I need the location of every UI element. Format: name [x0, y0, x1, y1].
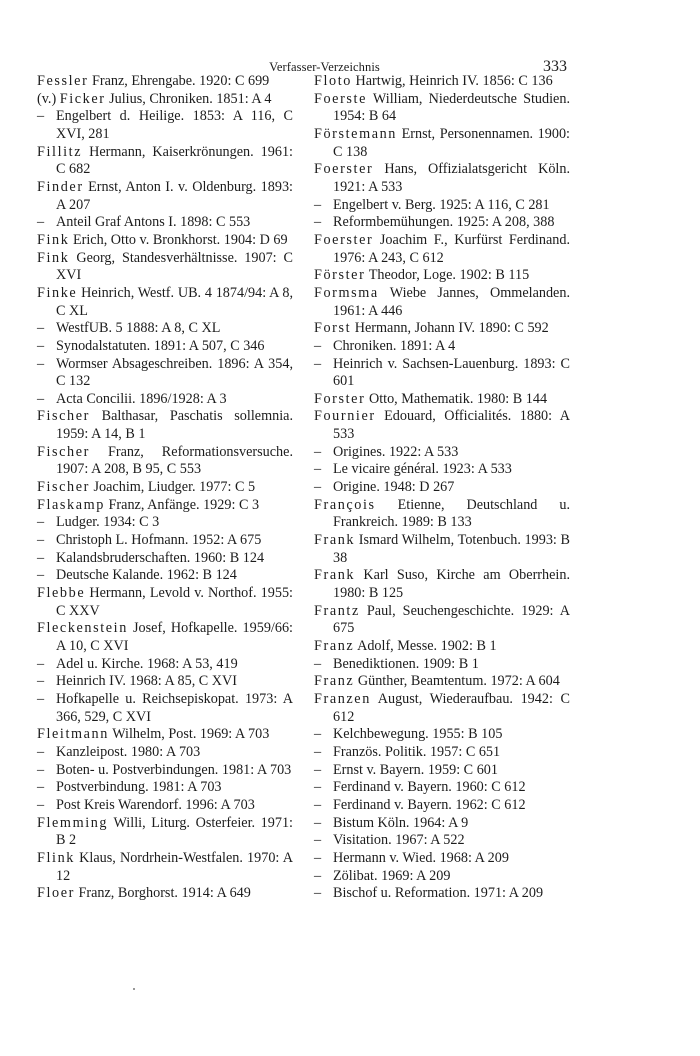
subentry-text: Heinrich v. Sachsen-Lauenburg. 1893: C 601 — [333, 355, 570, 390]
index-entry — [314, 691, 570, 726]
entry-details: Karl Suso, Kirche am Oberrhein. 1980: B 125 — [333, 567, 570, 602]
subentry-text: Boten- u. Postverbindungen. 1981: A 703 — [56, 761, 292, 778]
entry-surname: Fleckenstein — [37, 620, 128, 637]
entry-details: Ernst, Personennamen. 1900: C 138 — [333, 125, 570, 160]
entry-details: Ernst, Anton I. v. Oldenburg. 1893: A 207 — [56, 178, 293, 213]
index-entry — [37, 250, 293, 285]
subentry-dash: – — [314, 832, 322, 849]
index-subentry — [37, 320, 293, 338]
subentry-dash: – — [37, 108, 45, 125]
index-entry — [37, 444, 293, 479]
subentry-text: Acta Concilii. 1896/1928: A 3 — [56, 390, 227, 407]
entry-surname: Foerster — [314, 161, 374, 178]
entry-details: Hermann, Johann IV. 1890: C 592 — [351, 320, 549, 337]
index-subentry — [314, 779, 570, 797]
subentry-dash: – — [37, 390, 45, 407]
index-subentry — [37, 673, 293, 691]
page-number: 333 — [543, 58, 567, 75]
index-entry — [37, 726, 293, 744]
index-entry — [37, 232, 293, 250]
subentry-dash: – — [37, 214, 45, 231]
index-subentry — [37, 514, 293, 532]
index-subentry — [37, 338, 293, 356]
index-entry — [314, 267, 570, 285]
subentry-text: Bistum Köln. 1964: A 9 — [333, 814, 469, 831]
subentry-text: Hofkapelle u. Reichsepiskopat. 1973: A 366, 529, C XVI — [56, 690, 293, 725]
subentry-dash: – — [37, 690, 45, 707]
entry-surname: Fillitz — [37, 143, 83, 160]
entry-surname: Flaskamp — [37, 496, 105, 513]
subentry-dash: – — [314, 779, 322, 796]
index-subentry — [314, 197, 570, 215]
subentry-dash: – — [314, 443, 322, 460]
entry-details: Erich, Otto v. Bronkhorst. 1904: D 69 — [69, 231, 288, 248]
index-subentry — [314, 868, 570, 886]
index-subentry — [37, 391, 293, 409]
entry-details: Edouard, Officialités. 1880: A 533 — [333, 408, 570, 443]
index-entry — [314, 638, 570, 656]
subentry-text: Le vicaire général. 1923: A 533 — [333, 461, 512, 478]
index-entry — [37, 620, 293, 655]
index-subentry — [37, 656, 293, 674]
index-entry — [37, 585, 293, 620]
index-subentry — [314, 744, 570, 762]
subentry-dash: – — [37, 655, 45, 672]
entry-surname: Fischer — [37, 408, 90, 425]
entry-surname: Floto — [314, 73, 352, 89]
index-entry — [314, 408, 570, 443]
index-entry — [314, 232, 570, 267]
entry-details: Wiebe Jannes, Ommelanden. 1961: A 446 — [333, 284, 570, 319]
subentry-text: Christoph L. Hofmann. 1952: A 675 — [56, 532, 262, 549]
index-subentry — [314, 656, 570, 674]
index-entry — [314, 567, 570, 602]
index-subentry — [37, 797, 293, 815]
index-entry — [314, 391, 570, 409]
index-subentry — [314, 338, 570, 356]
entry-details: Franz, Ehrengabe. 1920: C 699 — [88, 73, 270, 89]
entry-details: Franz, Borghorst. 1914: A 649 — [74, 885, 251, 902]
entry-details: Franz, Reformationsversuche. 1907: A 208, B 95, C 553 — [56, 443, 293, 478]
entry-surname: Forster — [314, 390, 366, 407]
index-entry — [314, 285, 570, 320]
entry-details: Ismard Wilhelm, Totenbuch. 1993: B 38 — [333, 532, 570, 566]
entry-details: Heinrich, Westf. UB. 4 1874/94: A 8, C XL — [56, 284, 293, 319]
subentry-text: Origine. 1948: D 267 — [333, 479, 455, 496]
entry-surname: Foerste — [314, 90, 367, 107]
subentry-dash: – — [314, 726, 322, 743]
index-subentry — [37, 550, 293, 568]
index-subentry — [37, 108, 293, 143]
entry-details: August, Wiederaufbau. 1942: C 612 — [333, 690, 570, 725]
subentry-dash: – — [37, 779, 45, 796]
index-entry — [37, 815, 293, 850]
index-subentry — [37, 779, 293, 797]
entry-surname: Foerster — [314, 231, 374, 248]
index-column-left — [37, 73, 293, 903]
subentry-dash: – — [314, 867, 322, 884]
subentry-text: Engelbert d. Heilige. 1853: A 116, C XVI, 281 — [56, 108, 293, 142]
index-entry — [37, 497, 293, 515]
entry-details: Georg, Standesverhältnisse. 1907: C XVI — [56, 249, 293, 284]
entry-details: William, Niederdeutsche Studien. 1954: B 64 — [333, 90, 570, 125]
subentry-text: Ferdinand v. Bayern. 1962: C 612 — [333, 796, 526, 813]
subentry-text: Anteil Graf Antons I. 1898: C 553 — [56, 214, 251, 231]
subentry-text: Post Kreis Warendorf. 1996: A 703 — [56, 796, 255, 813]
subentry-text: Kanzleipost. 1980: A 703 — [56, 743, 201, 760]
index-entry — [314, 532, 570, 567]
index-subentry — [314, 726, 570, 744]
subentry-text: Synodalstatuten. 1891: A 507, C 346 — [56, 337, 265, 354]
subentry-dash: – — [314, 214, 322, 231]
subentry-dash: – — [314, 761, 322, 778]
index-subentry — [314, 832, 570, 850]
subentry-dash: – — [37, 355, 45, 372]
index-entry — [314, 126, 570, 161]
entry-surname: Floer — [37, 885, 75, 902]
entry-surname: Franzen — [314, 690, 371, 707]
entry-surname: Förster — [314, 267, 366, 284]
entry-surname: Ficker — [59, 90, 106, 107]
index-column-right — [314, 73, 570, 903]
entry-details: Hermann, Levold v. Northof. 1955: C XXV — [56, 585, 293, 619]
subentry-text: Wormser Absageschreiben. 1896: A 354, C 132 — [56, 355, 293, 390]
subentry-text: Postverbindung. 1981: A 703 — [56, 779, 222, 796]
index-entry — [37, 73, 293, 91]
index-entry — [37, 285, 293, 320]
subentry-text: Reformbemühungen. 1925: A 208, 388 — [333, 214, 555, 231]
entry-details: Adolf, Messe. 1902: B 1 — [354, 638, 497, 654]
index-subentry — [37, 532, 293, 550]
subentry-dash: – — [37, 514, 45, 531]
entry-details: Wilhelm, Post. 1969: A 703 — [108, 726, 270, 743]
entry-surname: Franz — [314, 673, 355, 690]
subentry-dash: – — [314, 479, 322, 496]
entry-surname: Franz — [314, 638, 355, 654]
entry-details: Willi, Liturg. Osterfeier. 1971: B 2 — [56, 814, 293, 849]
index-subentry — [314, 797, 570, 815]
index-entry — [37, 91, 293, 109]
subentry-dash: – — [37, 743, 45, 760]
entry-surname: Fischer — [37, 443, 90, 460]
index-subentry — [37, 567, 293, 585]
subentry-text: Kelchbewegung. 1955: B 105 — [333, 726, 503, 743]
subentry-text: Adel u. Kirche. 1968: A 53, 419 — [56, 655, 238, 672]
subentry-text: Hermann v. Wied. 1968: A 209 — [333, 849, 509, 866]
entry-details: Klaus, Nordrhein-Westfalen. 1970: A 12 — [56, 849, 293, 884]
subentry-text: Französ. Politik. 1957: C 651 — [333, 743, 501, 760]
entry-surname: Fleitmann — [37, 726, 109, 743]
entry-surname: Finke — [37, 284, 78, 301]
entry-prefix: (v.) — [37, 90, 60, 107]
subentry-dash: – — [314, 461, 322, 478]
index-subentry — [314, 356, 570, 391]
index-entry — [314, 91, 570, 126]
index-entry — [37, 408, 293, 443]
index-entry — [37, 850, 293, 885]
subentry-text: Benediktionen. 1909: B 1 — [333, 655, 479, 672]
index-subentry — [314, 762, 570, 780]
entry-details: Franz, Anfänge. 1929: C 3 — [104, 496, 260, 513]
index-entry — [37, 479, 293, 497]
entry-details: Joachim, Liudger. 1977: C 5 — [89, 479, 256, 496]
entry-details: Otto, Mathematik. 1980: B 144 — [365, 390, 548, 407]
entry-details: Paul, Seuchengeschichte. 1929: A 675 — [333, 602, 570, 637]
subentry-text: Kalandsbruderschaften. 1960: B 124 — [56, 549, 265, 566]
subentry-dash: – — [314, 885, 322, 902]
index-subentry — [314, 850, 570, 868]
subentry-text: Chroniken. 1891: A 4 — [333, 337, 456, 354]
subentry-text: Heinrich IV. 1968: A 85, C XVI — [56, 673, 238, 690]
index-subentry — [314, 461, 570, 479]
entry-surname: Fink — [37, 231, 70, 248]
entry-surname: Flebbe — [37, 585, 86, 602]
subentry-dash: – — [314, 796, 322, 813]
subentry-dash: – — [37, 549, 45, 566]
subentry-dash: – — [314, 743, 322, 760]
subentry-text: WestfUB. 5 1888: A 8, C XL — [56, 320, 221, 337]
subentry-dash: – — [314, 849, 322, 866]
subentry-text: Visitation. 1967: A 522 — [333, 832, 465, 849]
index-entry — [314, 673, 570, 691]
entry-details: Theodor, Loge. 1902: B 115 — [365, 267, 530, 284]
subentry-dash: – — [37, 567, 45, 584]
subentry-dash: – — [37, 761, 45, 778]
subentry-dash: – — [37, 796, 45, 813]
index-entry — [314, 73, 570, 91]
subentry-text: Origines. 1922: A 533 — [333, 443, 459, 460]
subentry-text: Deutsche Kalande. 1962: B 124 — [56, 567, 237, 584]
subentry-dash: – — [37, 532, 45, 549]
index-subentry — [37, 356, 293, 391]
subentry-text: Bischof u. Reformation. 1971: A 209 — [333, 885, 544, 902]
entry-surname: Fournier — [314, 408, 376, 425]
index-entry — [37, 885, 293, 903]
entry-surname: Fessler — [37, 73, 89, 89]
index-entry — [314, 603, 570, 638]
entry-details: Hartwig, Heinrich IV. 1856: C 136 — [351, 73, 553, 89]
index-entry — [314, 161, 570, 196]
entry-surname: Finder — [37, 178, 84, 195]
entry-surname: Flink — [37, 849, 75, 866]
entry-details: Josef, Hofkapelle. 1959/66: A 10, C XVI — [56, 620, 293, 654]
entry-details: Joachim F., Kurfürst Ferdinand. 1976: A 243, C 612 — [333, 231, 570, 266]
entry-details: Etienne, Deutschland u. Frankreich. 1989: B 133 — [333, 496, 570, 531]
index-subentry — [314, 444, 570, 462]
entry-details: Julius, Chroniken. 1851: A 4 — [105, 90, 272, 107]
entry-surname: Frank — [314, 532, 356, 549]
subentry-dash: – — [314, 814, 322, 831]
index-entry — [314, 497, 570, 532]
subentry-text: Ernst v. Bayern. 1959: C 601 — [333, 761, 498, 778]
entry-surname: Forst — [314, 320, 352, 337]
entry-details: Balthasar, Paschatis sollemnia. 1959: A 14, B 1 — [56, 408, 293, 443]
print-speck — [133, 988, 135, 990]
entry-surname: Flemming — [37, 814, 109, 831]
index-subentry — [314, 214, 570, 232]
index-subentry — [37, 744, 293, 762]
entry-details: Günther, Beamtentum. 1972: A 604 — [354, 673, 560, 690]
running-title: Verfasser-Verzeichnis — [269, 60, 380, 74]
index-entry — [37, 144, 293, 179]
subentry-dash: – — [314, 337, 322, 354]
entry-details: Hermann, Kaiserkrönungen. 1961: C 682 — [56, 143, 293, 178]
index-entry — [37, 179, 293, 214]
entry-surname: Fischer — [37, 479, 90, 496]
subentry-dash: – — [314, 196, 322, 213]
subentry-dash: – — [37, 320, 45, 337]
index-subentry — [37, 762, 293, 780]
entry-details: Hans, Offizialatsgericht Köln. 1921: A 533 — [333, 161, 570, 195]
index-entry — [314, 320, 570, 338]
entry-surname: Frank — [314, 567, 356, 584]
entry-surname: François — [314, 496, 376, 513]
subentry-dash: – — [314, 355, 322, 372]
subentry-text: Zölibat. 1969: A 209 — [333, 867, 451, 884]
subentry-dash: – — [37, 337, 45, 354]
subentry-text: Ludger. 1934: C 3 — [56, 514, 160, 531]
entry-surname: Förstemann — [314, 125, 397, 142]
entry-surname: Fink — [37, 249, 70, 266]
index-subentry — [37, 691, 293, 726]
entry-surname: Frantz — [314, 602, 360, 619]
index-subentry — [314, 479, 570, 497]
subentry-text: Engelbert v. Berg. 1925: A 116, C 281 — [333, 196, 550, 213]
subentry-dash: – — [314, 655, 322, 672]
entry-surname: Formsma — [314, 284, 379, 301]
index-subentry — [314, 885, 570, 903]
index-subentry — [37, 214, 293, 232]
index-subentry — [314, 815, 570, 833]
subentry-text: Ferdinand v. Bayern. 1960: C 612 — [333, 779, 526, 796]
subentry-dash: – — [37, 673, 45, 690]
